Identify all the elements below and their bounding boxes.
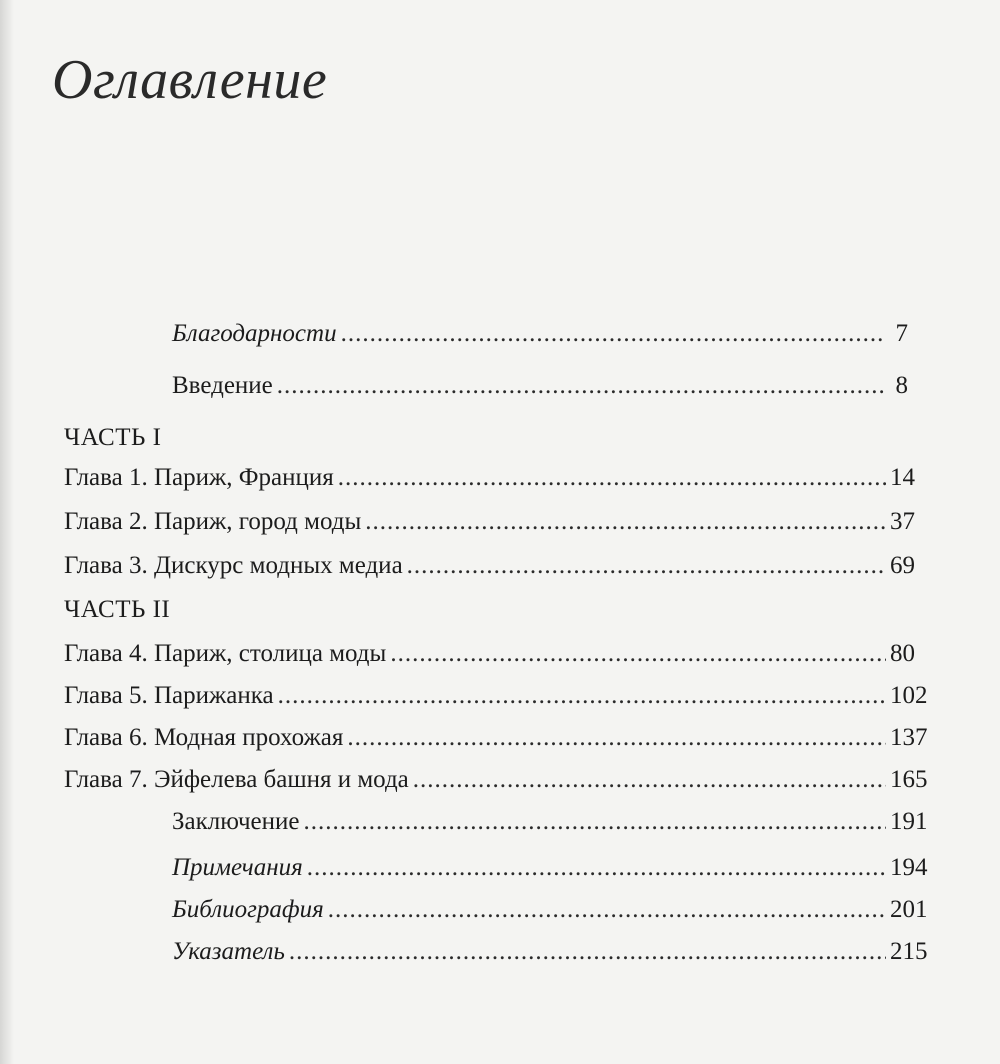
toc-entry-label: Глава 4. Париж, столица моды — [64, 640, 387, 667]
toc-entry-label: Примечания — [172, 854, 303, 881]
toc-page-number: 8 — [895, 372, 908, 399]
toc-entry-label: Заключение — [172, 808, 300, 835]
toc-entry-label: Благодарности — [172, 320, 337, 347]
toc-entry-notes[interactable] — [172, 848, 928, 888]
toc-entry-conclusion[interactable] — [172, 802, 928, 842]
toc-page-number: 37 — [890, 508, 915, 535]
dot-leader — [407, 546, 886, 586]
toc-page-number: 194 — [890, 854, 928, 881]
toc-entry-introduction[interactable] — [172, 366, 908, 406]
toc-page-number: 137 — [890, 724, 928, 751]
toc-entry-label: Указатель — [172, 938, 285, 965]
dot-leader — [390, 634, 886, 674]
dot-leader — [338, 458, 886, 498]
part-heading-1: ЧАСТЬ I — [64, 424, 162, 451]
toc-entry-label: Библиография — [172, 896, 324, 923]
toc-entry-label: Введение — [172, 372, 273, 399]
toc-entry-label: Глава 6. Модная прохожая — [64, 724, 344, 751]
toc-page-number: 191 — [890, 808, 928, 835]
toc-entry-label: Глава 7. Эйфелева башня и мода — [64, 766, 409, 793]
toc-entry-chapter-7[interactable] — [64, 760, 928, 800]
page-title: Оглавление — [52, 49, 328, 111]
toc-page-number: 14 — [890, 464, 915, 491]
toc-entry-chapter-6[interactable] — [64, 718, 928, 758]
toc-entry-label: Глава 3. Дискурс модных медиа — [64, 552, 403, 579]
toc-page-number: 215 — [890, 938, 928, 965]
toc-page-number: 102 — [890, 682, 928, 709]
toc-entry-chapter-1[interactable] — [64, 458, 915, 498]
dot-leader — [304, 802, 887, 842]
toc-entry-index[interactable] — [172, 932, 928, 972]
toc-page-number: 201 — [890, 896, 928, 923]
toc-page-number: 80 — [890, 640, 915, 667]
toc-entry-label: Глава 1. Париж, Франция — [64, 464, 334, 491]
dot-leader — [278, 676, 886, 716]
toc-entry-label: Глава 5. Парижанка — [64, 682, 274, 709]
dot-leader — [413, 760, 886, 800]
dot-leader — [347, 718, 886, 758]
toc-page-number: 165 — [890, 766, 928, 793]
dot-leader — [289, 932, 886, 972]
toc-entry-chapter-5[interactable] — [64, 676, 928, 716]
toc-entry-label: Глава 2. Париж, город моды — [64, 508, 362, 535]
part-heading-2: ЧАСТЬ II — [64, 596, 171, 623]
dot-leader — [365, 502, 886, 542]
toc-entry-acknowledgements[interactable] — [172, 314, 908, 354]
dot-leader — [307, 848, 886, 888]
toc-entry-chapter-2[interactable] — [64, 502, 915, 542]
toc-page-number: 69 — [890, 552, 915, 579]
toc-entry-chapter-4[interactable] — [64, 634, 915, 674]
toc-entry-bibliography[interactable] — [172, 890, 928, 930]
toc-entry-chapter-3[interactable] — [64, 546, 915, 586]
toc-page-number: 7 — [895, 320, 908, 347]
dot-leader — [341, 314, 886, 354]
dot-leader — [328, 890, 886, 930]
dot-leader — [277, 366, 886, 406]
